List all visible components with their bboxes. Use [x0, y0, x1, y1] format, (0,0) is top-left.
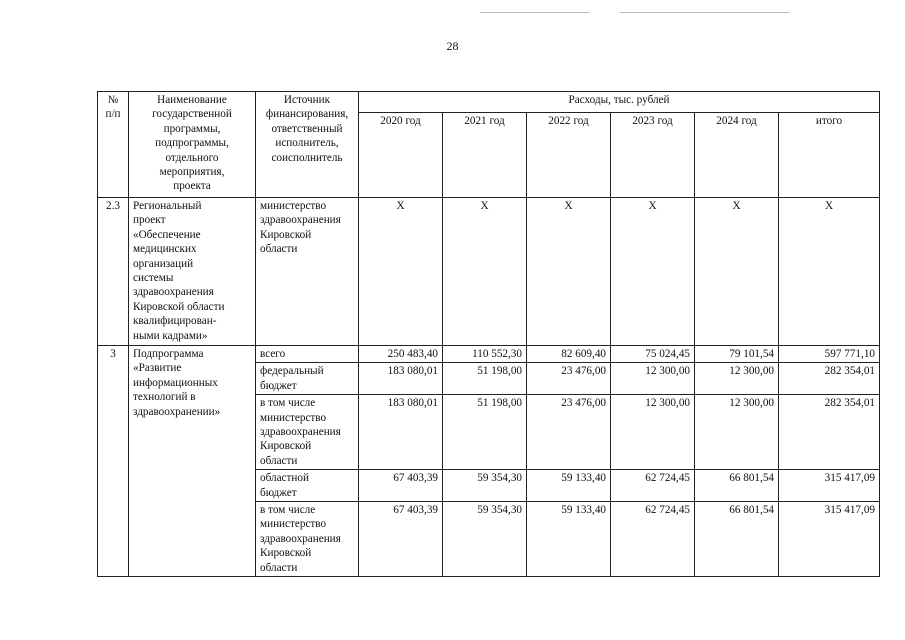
- header-year-2022: 2022 год: [527, 113, 611, 198]
- row-source: министерство здравоохранения Кировской области: [256, 198, 359, 346]
- cell-value: 66 801,54: [695, 470, 779, 502]
- row-source: в том числе министерство здравоохранения Кировской области: [256, 502, 359, 577]
- header-year-2020: 2020 год: [359, 113, 443, 198]
- cell-value: 12 300,00: [611, 395, 695, 470]
- scan-artifact-line: [480, 12, 590, 13]
- row-num: 2.3: [98, 198, 129, 346]
- cell-value: 183 080,01: [359, 363, 443, 395]
- cell-value: X: [779, 198, 880, 346]
- cell-value: 51 198,00: [443, 395, 527, 470]
- cell-value: 12 300,00: [611, 363, 695, 395]
- row-num: 3: [98, 346, 129, 577]
- cell-value: X: [443, 198, 527, 346]
- cell-value: X: [611, 198, 695, 346]
- cell-value: X: [695, 198, 779, 346]
- cell-value: 67 403,39: [359, 470, 443, 502]
- header-source: Источник финансирования, ответственный исполнитель, соисполнитель: [256, 92, 359, 198]
- cell-value: 597 771,10: [779, 346, 880, 363]
- cell-value: 315 417,09: [779, 470, 880, 502]
- header-year-2021: 2021 год: [443, 113, 527, 198]
- cell-value: X: [527, 198, 611, 346]
- cell-value: 12 300,00: [695, 395, 779, 470]
- cell-value: 62 724,45: [611, 470, 695, 502]
- cell-value: 110 552,30: [443, 346, 527, 363]
- cell-value: 75 024,45: [611, 346, 695, 363]
- row-source: всего: [256, 346, 359, 363]
- cell-value: 59 354,30: [443, 502, 527, 577]
- page-number: 28: [446, 39, 459, 53]
- cell-value: 23 476,00: [527, 395, 611, 470]
- table-row: [98, 198, 880, 346]
- budget-table: [97, 91, 880, 577]
- header-total: итого: [779, 113, 880, 198]
- cell-value: 12 300,00: [695, 363, 779, 395]
- header-year-2024: 2024 год: [695, 113, 779, 198]
- cell-value: 62 724,45: [611, 502, 695, 577]
- row-source: в том числе министерство здравоохранения Кировской области: [256, 395, 359, 470]
- cell-value: 59 133,40: [527, 502, 611, 577]
- cell-value: 59 133,40: [527, 470, 611, 502]
- cell-value: 282 354,01: [779, 363, 880, 395]
- header-num: № п/п: [98, 92, 129, 198]
- cell-value: 23 476,00: [527, 363, 611, 395]
- header-name: Наименование государственной программы, подпрограммы, отдельного мероприятия, проекта: [129, 92, 256, 198]
- cell-value: 82 609,40: [527, 346, 611, 363]
- cell-value: 67 403,39: [359, 502, 443, 577]
- scan-artifact-line: [620, 12, 790, 13]
- cell-value: 79 101,54: [695, 346, 779, 363]
- header-expenses: Расходы, тыс. рублей: [359, 92, 880, 113]
- table-row: [98, 346, 880, 363]
- cell-value: 66 801,54: [695, 502, 779, 577]
- cell-value: 183 080,01: [359, 395, 443, 470]
- row-source: областной бюджет: [256, 470, 359, 502]
- cell-value: 315 417,09: [779, 502, 880, 577]
- cell-value: 282 354,01: [779, 395, 880, 470]
- cell-value: 51 198,00: [443, 363, 527, 395]
- row-name: Региональный проект «Обеспечение медицинских организаций системы здравоохранения Кировской области квалифицирован- ными кадрами»: [129, 198, 256, 346]
- cell-value: X: [359, 198, 443, 346]
- row-name: Подпрограмма «Развитие информационных технологий в здравоохранении»: [129, 346, 256, 577]
- cell-value: 59 354,30: [443, 470, 527, 502]
- cell-value: 250 483,40: [359, 346, 443, 363]
- row-source: федеральный бюджет: [256, 363, 359, 395]
- header-year-2023: 2023 год: [611, 113, 695, 198]
